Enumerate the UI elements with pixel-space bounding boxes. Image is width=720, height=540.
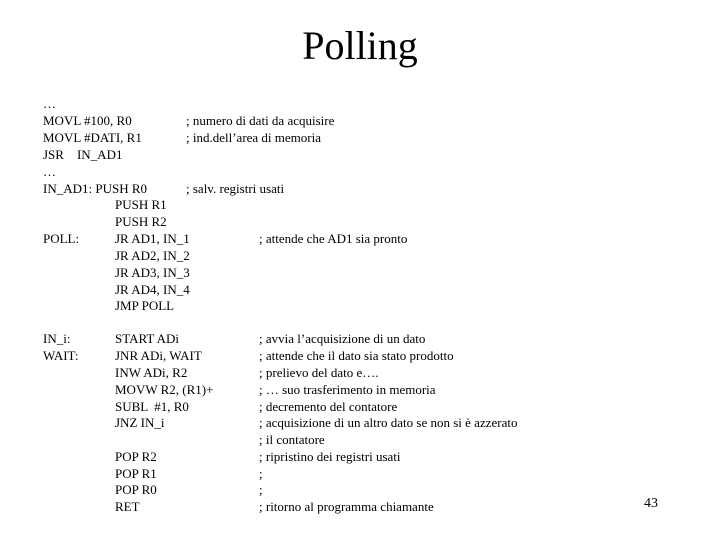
code-line-jr-ad3: JR AD3, IN_3 xyxy=(115,265,190,280)
slide-title: Polling xyxy=(302,23,418,68)
code-line-jmp-poll: JMP POLL xyxy=(115,298,175,313)
code-comment-pop-r1: ; xyxy=(259,466,263,481)
code-label-in-i: IN_i: xyxy=(43,331,71,346)
code-line-inw-adi: INW ADi, R2 xyxy=(115,365,188,380)
code-line-ret: RET xyxy=(115,499,140,514)
code-line-jr-ad1: JR AD1, IN_1 xyxy=(115,231,190,246)
code-line-push-r1: PUSH R1 xyxy=(115,197,167,212)
code-comment-jnr-adi: ; attende che il dato sia stato prodotto xyxy=(259,348,454,363)
code-line-jnr-adi: JNR ADi, WAIT xyxy=(115,348,202,363)
code-comment-movw: ; … suo trasferimento in memoria xyxy=(259,382,436,397)
code-comment-push-r0: ; salv. registri usati xyxy=(186,181,285,196)
code-comment-movl-100: ; numero di dati da acquisire xyxy=(186,113,335,128)
code-line-pop-r2: POP R2 xyxy=(115,449,157,464)
code-line-movl-dati: MOVL #DATI, R1 xyxy=(43,130,142,145)
code-line-jr-ad2: JR AD2, IN_2 xyxy=(115,248,190,263)
code-line-start-adi: START ADi xyxy=(115,331,180,346)
code-comment-movl-dati: ; ind.dell’area di memoria xyxy=(186,130,322,145)
code-line-pop-r1: POP R1 xyxy=(115,466,157,481)
code-line-jsr: JSR IN_AD1 xyxy=(43,147,123,162)
code-comment-start-adi: ; avvia l’acquisizione di un dato xyxy=(259,331,426,346)
code-line-movl-100: MOVL #100, R0 xyxy=(43,113,132,128)
code-label-wait: WAIT: xyxy=(43,348,79,363)
code-comment-pop-r0: ; xyxy=(259,482,263,497)
code-line-ellipsis-2: … xyxy=(43,164,56,179)
code-comment-jr-ad1: ; attende che AD1 sia pronto xyxy=(259,231,408,246)
code-comment-jnz: ; acquisizione di un altro dato se non si è azzerato xyxy=(259,415,518,430)
code-line-ellipsis: … xyxy=(43,96,56,111)
code-line-in-ad1-push-r0: IN_AD1: PUSH R0 xyxy=(43,181,148,196)
code-line-pop-r0: POP R0 xyxy=(115,482,157,497)
code-line-push-r2: PUSH R2 xyxy=(115,214,167,229)
code-line-jnz: JNZ IN_i xyxy=(115,415,165,430)
code-comment-contatore: ; il contatore xyxy=(259,432,325,447)
page-number: 43 xyxy=(644,496,658,511)
code-comment-subl: ; decremento del contatore xyxy=(259,399,398,414)
code-line-subl: SUBL #1, R0 xyxy=(115,399,189,414)
code-line-movw: MOVW R2, (R1)+ xyxy=(115,382,214,397)
code-comment-ret: ; ritorno al programma chiamante xyxy=(259,499,434,514)
code-comment-pop-r2: ; ripristino dei registri usati xyxy=(259,449,401,464)
code-label-poll: POLL: xyxy=(43,231,80,246)
code-line-jr-ad4: JR AD4, IN_4 xyxy=(115,282,190,297)
code-comment-inw-adi: ; prelievo del dato e…. xyxy=(259,365,379,380)
